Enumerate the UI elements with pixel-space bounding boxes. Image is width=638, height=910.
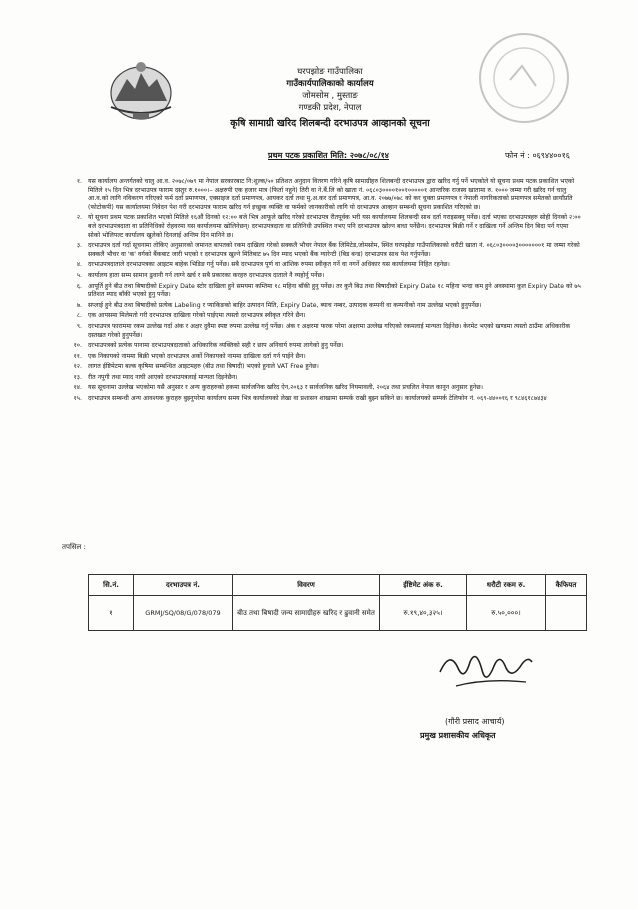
list-item: ८. एक आपसमा मिलेमतो गरी दरभाउपत्र दाखिला गरेको पाईएमा त्यस्तो दरभाउपत्र स्वीकृत गरिने छैन। — [76, 312, 306, 320]
office-name: गाउँकार्यपालिकाको कार्यालय — [286, 79, 374, 89]
province-name: गण्डकी प्रदेश, नेपाल — [298, 103, 362, 113]
cell-sn: १ — [89, 596, 134, 631]
cell-remarks — [546, 596, 587, 631]
list-item: ५. कार्यालय हाता सम्म सामान ढुवानी गर्न लाग्ने खर्च र सबै प्रकारका करहरु दरभाउपत्र दाताले नै व्यहोर्नु पर्नेछ। — [76, 271, 325, 279]
list-item: १५. दरभाउपत्र सम्बन्धी अन्य आवश्यक कुराहरु बुझ्नुपरेमा कार्यालय समय भित्र कार्यालयको लेखा वा प्रशासन शाखामा सम्पर्क राखी बुझ्न सकिने छ। कार्यालयको सम्पर्क टेलिफोन नं. ०६९-४४००१६ र ९८४६१८७४३४ — [73, 395, 547, 403]
list-item: २. यो सूचना प्रथम पटक प्रकाशित भएको मितिले १६औं दिनको १२:०० बजे भित्र आफूले खरिद गरेको दरभाउपत्र रीतपूर्वक भरी यस कार्यालयमा शिलबन्दी साथ दर्ता गराइसक्नु पर्नेछ। दर्ता भएका दरभाउपत्रहरु सोही दिनको २:०० बजे दरभाउपत्रदाता वा प्रतिनिधिको रोहवरमा यस कार्यालयमा खोलिनेछन्। दरभाउपत्रदाता वा प्रतिनिधी उपस्थित नभए पनि दरभाउपत्र खोल्न बाधा पर्नेछैन। दरभाउपत्र बिक्री गर्ने र दाखिला गर्ने अन्तिम दिन बिदा पर्न गएमा सोको भोलिपल्ट कार्यालय खुलेको दिनलाई अन्तिम दिन मानिने छ। — [76, 214, 581, 239]
list-item: १२. लागत ईष्टिमेटमा बल्क कृषिमा सम्बन्धित आइटमहरु (बीउ तथा बिषादी) भएको हुनाले VAT Free हुनेछ। — [73, 363, 319, 371]
list-item: ११. एक निकायको नाममा बिक्री भएको दरभाउपत्र अर्को निकायको नाममा दाखिला दर्ता गर्न पाईने छैन। — [73, 352, 306, 360]
table-row — [89, 596, 587, 631]
list-item: ३. दरभाउपत्र दर्ता गर्दा सूचनामा तोकिए अनुसारको जमानत बापतको रकम दाखिला गरेको सक्कलै भौचर नेपाल बैंक लिमिटेड,जोमसोम, स्थित घरपझोङ गाउँपालिकाको धरौटी खाता नं. ०६८०३००००३०००००००१ मा जम्मा गरेको सक्कलै भौचर वा 'क' वर्गको बैंकबाट जारी भएको र दरभाउपत्र खुल्ने मितिबाट ७५ दिन म्याद भएको बैंक ग्यारेन्टी (बिड बन्ड) दरभाउपत्र साथ पेश गर्नुपर्नेछ। — [76, 242, 580, 258]
col-header-bid-no: दरभाउपत्र नं. — [134, 575, 233, 596]
list-item: १. यस कार्यालय अन्तर्गतको चालु आ.व. २०७८/०७९ मा नेपाल सरकारबाट नि:शुल्क/५० प्रतिशत अनुदान वितरण गरिने कृषि सामाग्रीहरु शिलबन्दी दरभाउपत्र द्वारा खरिद गर्नु पर्ने भएकोले यो सूचना प्रथम पटक प्रकाशित भएको मितिले १५ दिन भित्र दरभाउपत्र फाराम दस्तुर रु.१०००।– अक्षरुपी एक हजार मात्र (फिर्ता नहुने) तिरी वा ने.बैं.लि को खाता नं. ०६८०३००००१००१०००००१ आन्तरिक राजस्व खातामा रु. १००० जम्मा गरी खरिद गर्न चालु आ.व.को लागि नविकरण गरिएको फर्म दर्ता प्रमाणपत्र, एक्साइज दर्ता प्रमाणपत्र, आयकर दर्ता तथा मु.अ.कर दर्ता प्रमाणपत्र, आ.व. २०७७/०७८ को कर चुक्ता प्रमाणपत्र र नेपाली नागरिकताको प्रमाणपत्र समेतको छायाँप्रति (फोटोकपी) यस कार्यालयमा निवेदन पेश गरी दरभाउपत्र फाराम खरिद गर्न इच्छुक व्यक्ति वा फर्मको जानकारीको लागि यो दरभाउपत्र आव्हान सम्बन्धी सूचना प्रकाशित गरिएको छ। — [76, 178, 575, 211]
cell-description: बीउ तथा बिषादी जन्य सामाग्रीहरु खरिद र ढुवानी समेत — [233, 596, 380, 631]
col-header-sn: सि.नं. — [89, 575, 134, 596]
signatory-title: प्रमुख प्रशासकीय अधिकृत — [420, 731, 496, 740]
schedule-label: तपसिल : — [62, 543, 86, 551]
office-seal-icon — [476, 30, 572, 126]
col-header-description: विवरण — [233, 575, 380, 596]
table-header-row — [89, 575, 587, 596]
list-item: १०. दरभाउपत्रको प्रत्येक पानामा दरभाउपत्रदाताको अधिकारिक व्यक्तिको सही र छाप अनिवार्य रुपमा लागेको हुनु पर्नेछ। — [73, 342, 344, 350]
published-date: प्रथम पटक प्रकाशित मिति: २०७८/०८/१४ — [268, 151, 389, 160]
signatory-name: (गौरी प्रसाद आचार्य) — [445, 717, 505, 726]
notice-items — [62, 178, 582, 406]
office-phone: फोन नं : ०६९४४००१६ — [505, 151, 570, 160]
list-item: ९. दरभाउपत्र फाराममा रकम उल्लेख गर्दा अंक र अक्षर दुवैमा स्पष्ट रुपमा उल्लेख गर्नु पर्नेछ। अंक र अक्षरमा फरक परेमा अक्षरमा उल्लेख गरिएको रकमलाई मान्यता दिईनेछ। केरमेट भएको खण्डमा त्यस्तो ठाउँमा अधिकारीक दस्तखत गरेको हुनुपर्नेछ। — [76, 322, 571, 339]
notice-title: कृषि सामाग्री खरिद शिलबन्दी दरभाउपत्र आव्हानको सूचना — [230, 118, 430, 129]
cell-estimate: रु.१९,४०,३२५। — [380, 596, 467, 631]
list-item: १४. यस सूचनामा उल्लेख भएकोमा यसै अनुसार र अन्य कुराहरुको हकमा सार्वजनिक खरिद ऐन,२०६३ र सार्वजनिक खरिद नियमावली, २०६४ तथा प्रचलित नेपाल कानून अनुसार हुनेछ। — [73, 384, 483, 392]
col-header-deposit: धरौटी रकम रु. — [467, 575, 546, 596]
nepal-emblem-icon — [103, 57, 179, 125]
list-item: ६. आपूर्ति हुने बीउ तथा बिषादीको Expiry Date स्टोर दाखिला हुने समयमा कम्तिमा १८ महिना बाँकी हुनु पर्नेछ। तर कुनै बिउ तथा बिषादीको Expiry Date १८ महिना भन्दा कम हुने अवस्थामा कुल Expiry Date को ७५ प्रतिशत म्याद बाँकी भएको हुनु पर्नेछ। — [76, 282, 581, 299]
bid-table — [88, 574, 587, 631]
col-header-estimate: ईष्टिमेट अंक रु. — [380, 575, 467, 596]
cell-bid-no: GRMJ/SQ/08/G/078/079 — [134, 596, 233, 631]
list-item: १३. रीत नपुगी तथा म्याद नाघी आएको दरभाउपत्रलाई मान्यता दिइनेछैन। — [73, 373, 238, 381]
cell-deposit: रु.५०,०००। — [467, 596, 546, 631]
municipality-name: घरपझोङ गाउँपालिका — [297, 67, 363, 77]
list-item: ४. दरभाउपत्रदाताले दरभाउपत्रका आइटम बाहेक भिडिङ गर्नु पर्नेछ। सबै दरभाउपत्र पूर्ण वा आंशिक रुपमा स्वीकृत गर्ने वा नगर्ने अधिकार यस कार्यालयमा निहित रहनेछ। — [76, 261, 450, 269]
list-item: ७. सप्लाई हुने बीउ तथा बिषादीको प्रत्येक Labeling र प्याकिङको बाहिर उत्पादन मिति, Expiry Date, ब्याच नम्बर, उत्पादक कम्पनी वा कम्पनीको नाम उल्लेख भएको हुनुपर्नेछ। — [76, 301, 482, 309]
signature-icon — [436, 642, 536, 694]
office-location: जोमसोम , मुस्ताङ — [302, 91, 358, 101]
col-header-remarks: कैफियत — [546, 575, 587, 596]
